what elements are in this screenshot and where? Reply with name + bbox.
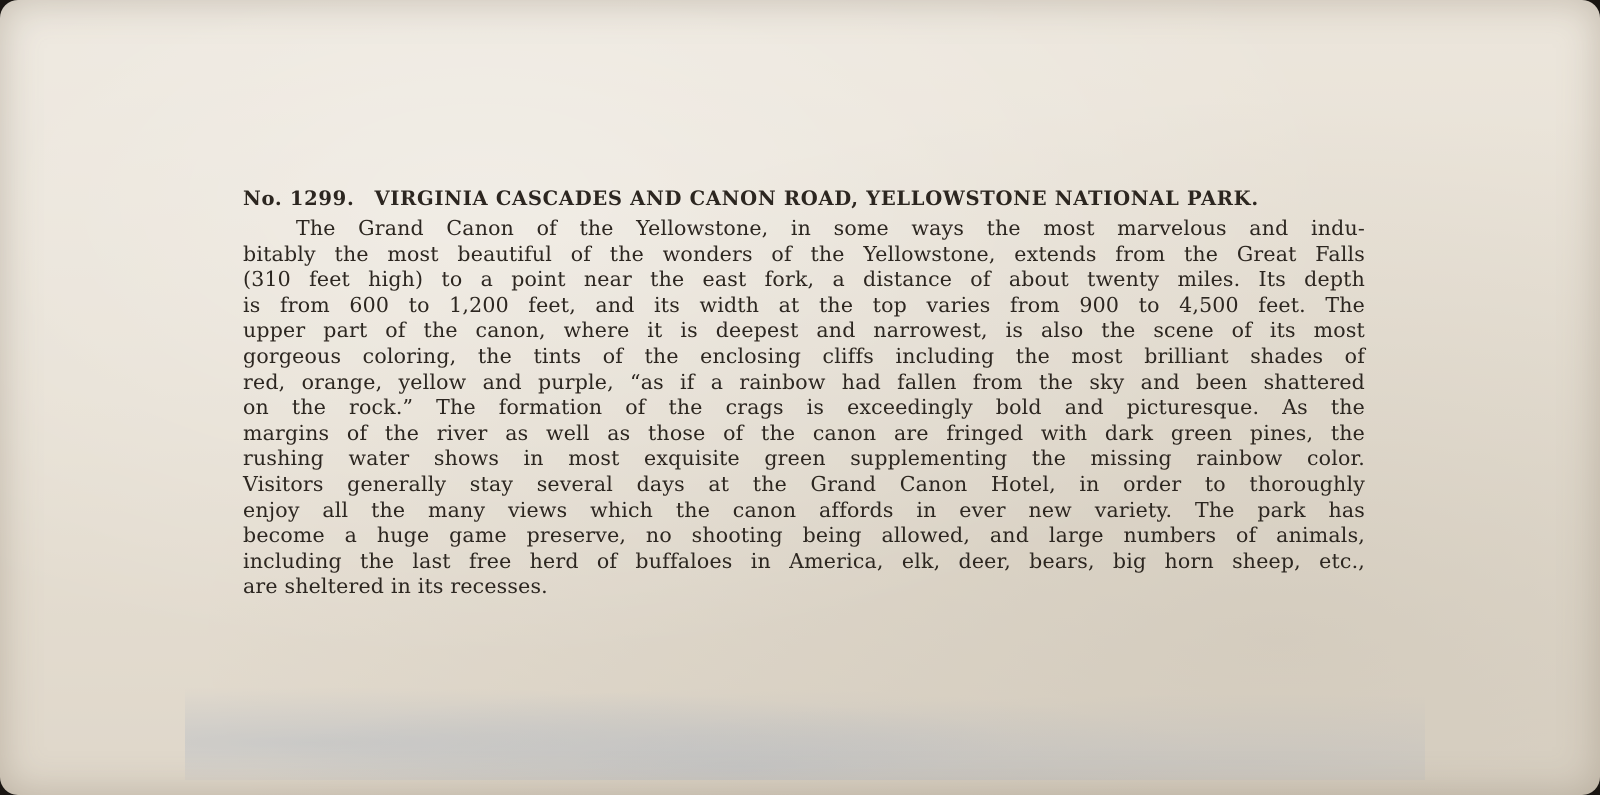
description-line: become a huge game preserve, no shooting being allowed, and large numbers of animals, — [243, 523, 1365, 548]
description-text-block — [243, 182, 1365, 600]
description-body — [243, 216, 1365, 600]
card-title: VIRGINIA CASCADES AND CANON ROAD, YELLOWSTONE NATIONAL PARK. — [374, 187, 1259, 210]
description-line: red, orange, yellow and purple, “as if a rainbow had fallen from the sky and been shattered — [243, 369, 1365, 394]
description-line: upper part of the canon, where it is deepest and narrowest, is also the scene of its most — [243, 318, 1365, 343]
description-line: The Grand Canon of the Yellowstone, in some ways the most marvelous and indu- — [296, 216, 1365, 240]
description-line: is from 600 to 1,200 feet, and its width at the top varies from 900 to 4,500 feet. The — [243, 292, 1365, 317]
description-line: including the last free herd of buffaloes in America, elk, deer, bears, big horn sheep, etc., — [243, 548, 1365, 573]
description-line: bitably the most beautiful of the wonders of the Yellowstone, extends from the Great Falls — [243, 241, 1365, 266]
description-line: rushing water shows in most exquisite green supplementing the missing rainbow color. — [243, 446, 1365, 471]
description-line: on the rock.” The formation of the crags is exceedingly bold and picturesque. As the — [243, 395, 1365, 420]
description-line: Visitors generally stay several days at the Grand Canon Hotel, in order to thoroughly — [243, 471, 1365, 496]
description-line: margins of the river as well as those of the canon are fringed with dark green pines, the — [243, 420, 1365, 445]
description-line: (310 feet high) to a point near the east fork, a distance of about twenty miles. Its depth — [243, 267, 1365, 292]
description-line: gorgeous coloring, the tints of the enclosing cliffs including the most brilliant shades of — [243, 343, 1365, 368]
description-line: enjoy all the many views which the canon affords in ever new variety. The park has — [243, 497, 1365, 522]
card-heading — [243, 182, 1365, 216]
paper-stain — [185, 655, 1425, 780]
card-number: No. 1299. — [243, 187, 355, 210]
description-line: are sheltered in its recesses. — [243, 574, 548, 599]
